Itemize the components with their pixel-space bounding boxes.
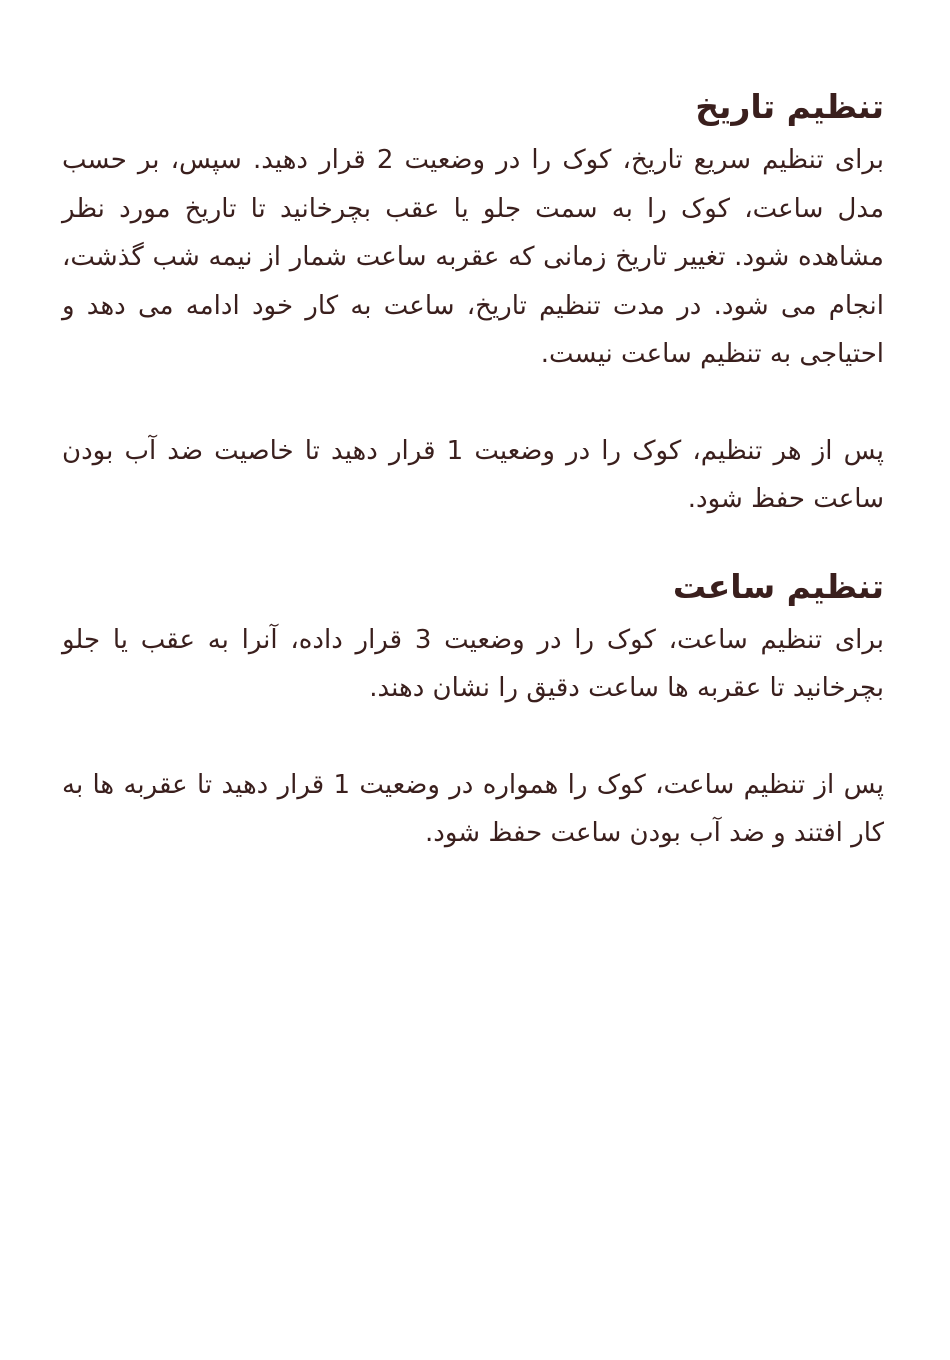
time-setting-section — [62, 558, 884, 858]
time-setting-title: تنظیم ساعت — [672, 566, 884, 606]
date-setting-instructions: برای تنظیم سریع تاریخ، کوک را در وضعیت 2 قرار دهید. سپس، بر حسب مدل ساعت، کوک را به سمت جلو یا عقب بچرخانید تا تاریخ مورد نظر مشاهده شود. تغییر تاریخ زمانی که عقربه ساعت شمار از نیمه شب گذشت، انجام می شود. در مدت تنظیم تاریخ، ساعت به کار خود ادامه می دهد و احتیاجی به تنظیم ساعت نیست. — [62, 145, 884, 369]
date-setting-title: تنظیم تاریخ — [695, 87, 884, 126]
time-setting-instructions: برای تنظیم ساعت، کوک را در وضعیت 3 قرار داده، آنرا به عقب یا جلو بچرخانید تا عقربه ها ساعت دقیق را نشان دهند. — [62, 624, 884, 703]
time-setting-note: پس از تنظیم ساعت، کوک را همواره در وضعیت 1 قرار دهید تا عقربه ها به کار افتند و ضد آب بودن ساعت حفظ شود. — [62, 769, 884, 848]
date-setting-section — [62, 78, 884, 524]
document-page — [62, 78, 884, 858]
paragraph-spacer — [62, 379, 884, 427]
date-setting-note: پس از هر تنظیم، کوک را در وضعیت 1 قرار دهید تا خاصیت ضد آب بودن ساعت حفظ شود. — [62, 435, 884, 514]
paragraph-spacer — [62, 713, 884, 761]
section-spacer — [62, 524, 884, 558]
